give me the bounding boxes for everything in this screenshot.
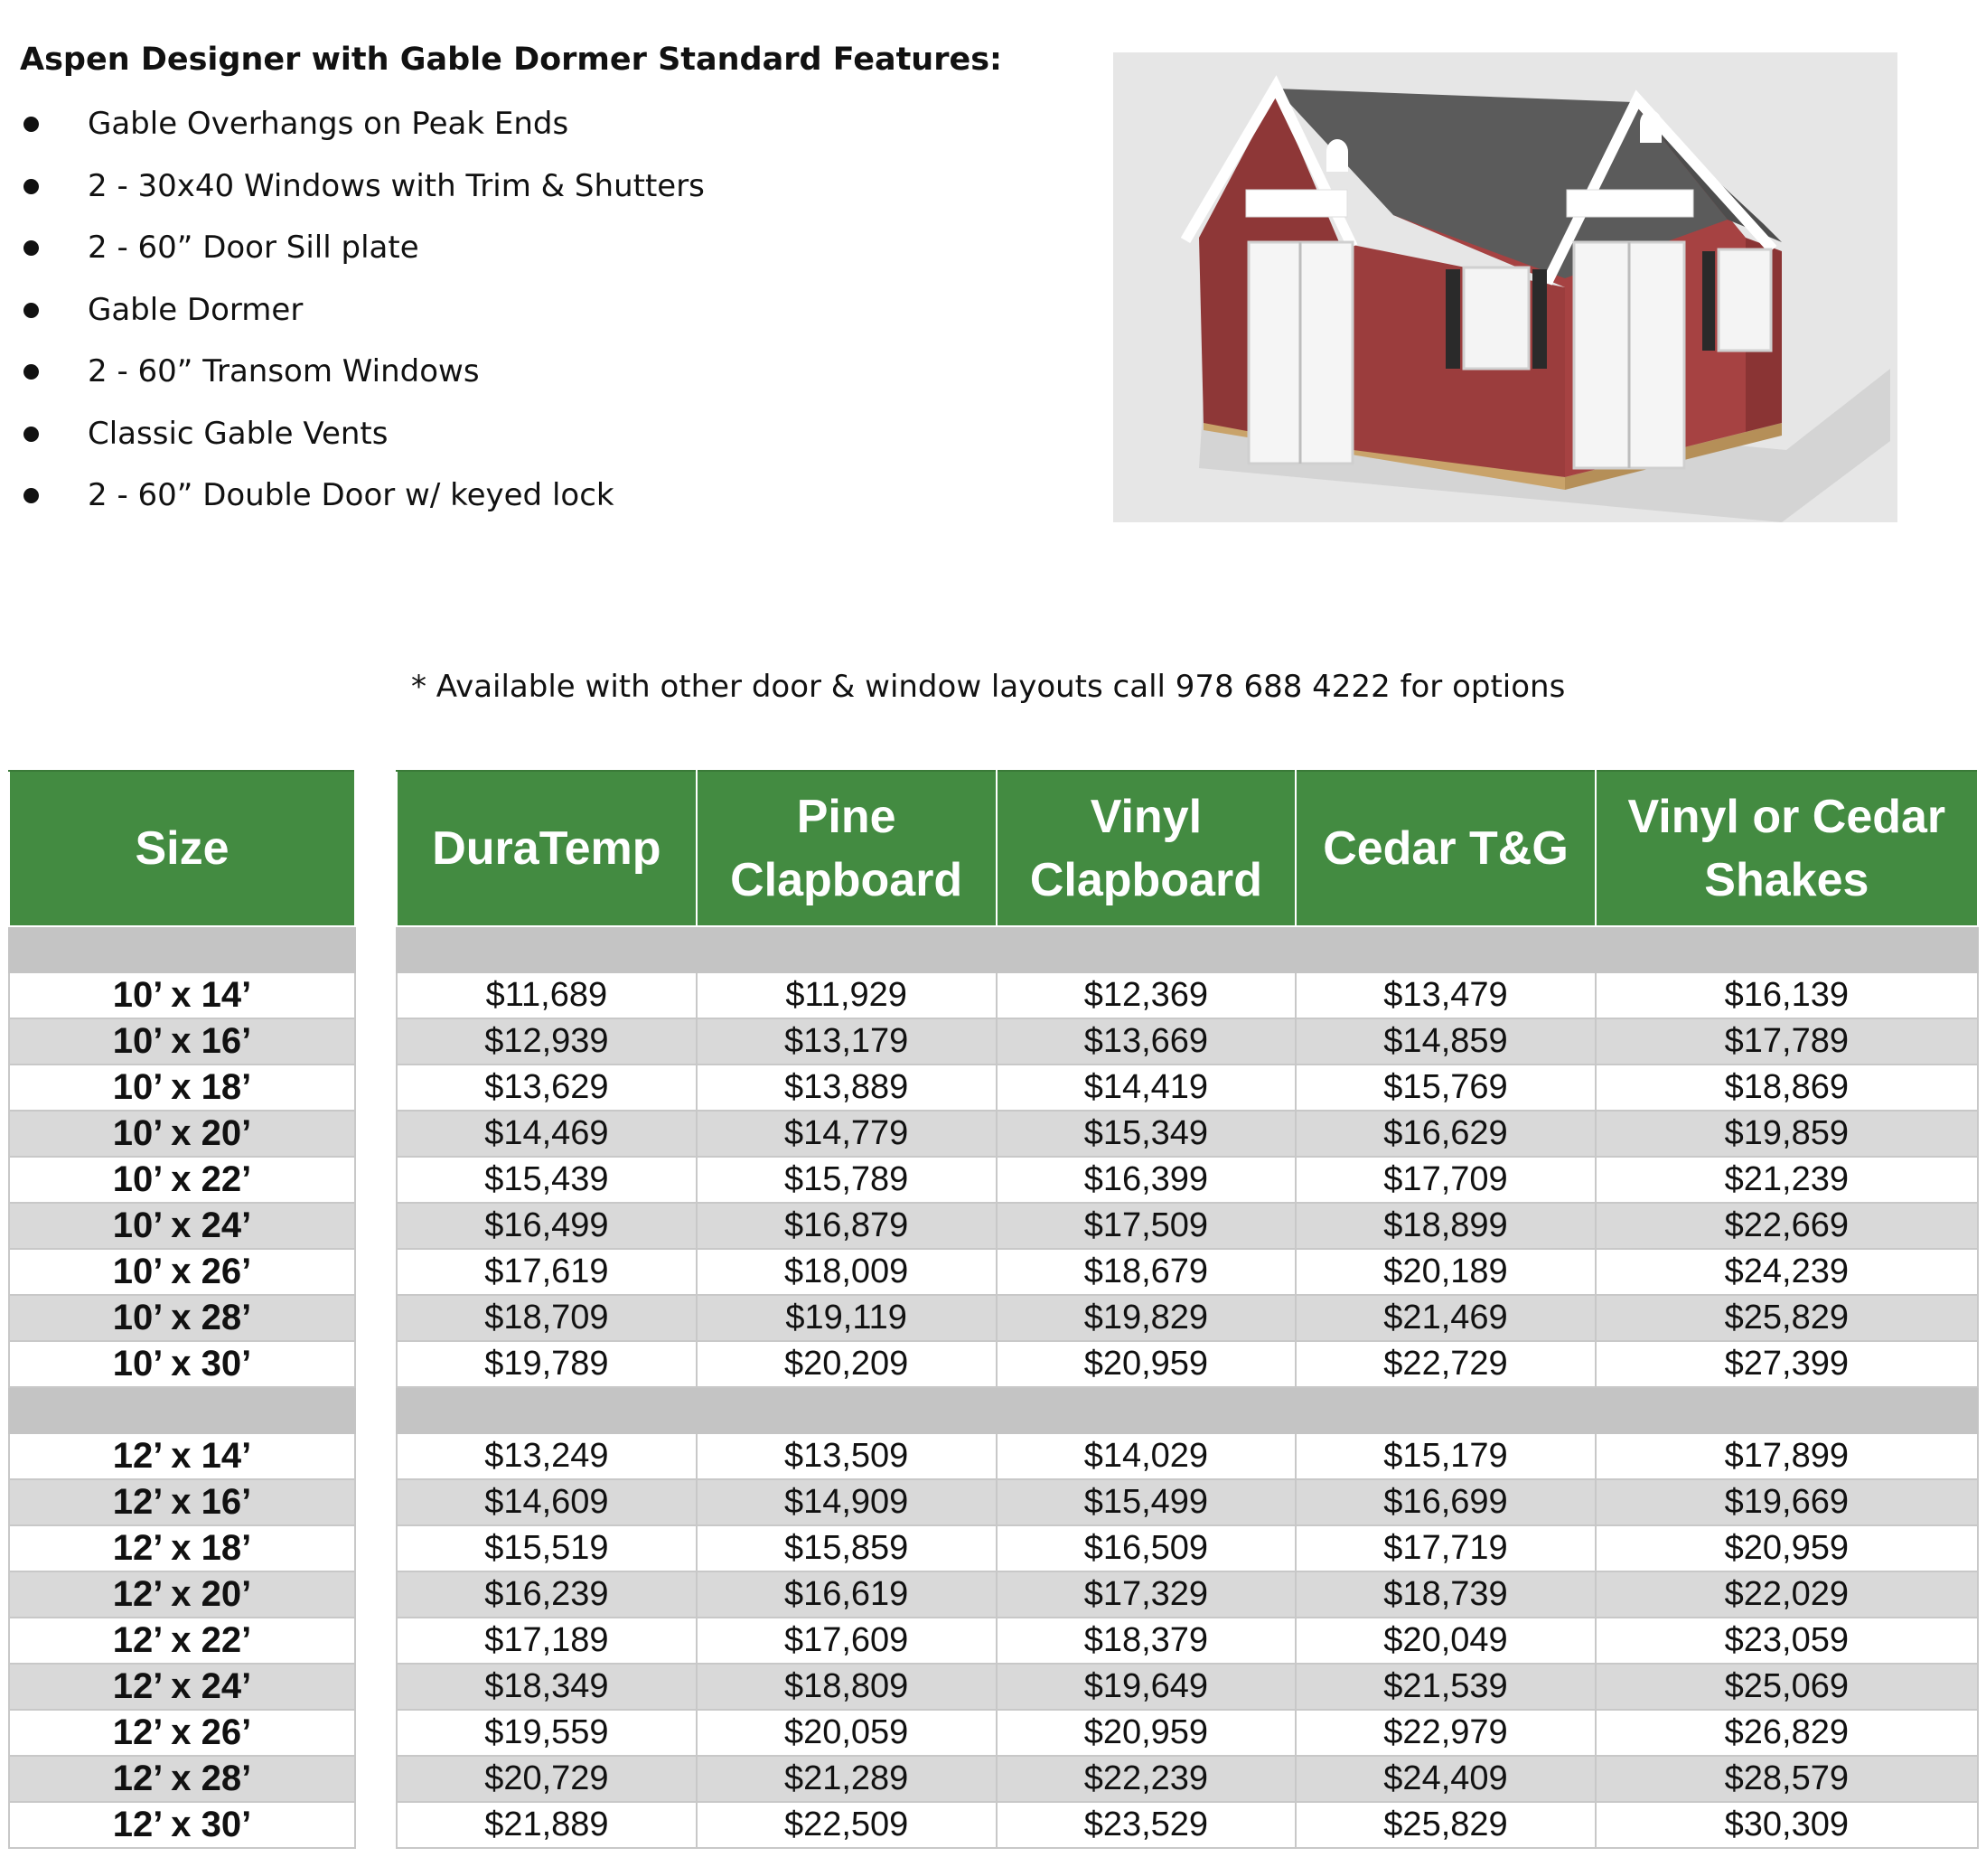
table-row xyxy=(397,1433,1978,1479)
table-row xyxy=(397,1571,1978,1618)
price-cell: $15,769 xyxy=(1296,1065,1595,1111)
price-cell: $15,519 xyxy=(397,1525,697,1571)
price-cell: $15,789 xyxy=(697,1157,997,1203)
table-row xyxy=(9,1018,355,1065)
size-cell: 12’ x 28’ xyxy=(9,1756,355,1802)
price-cell: $20,959 xyxy=(997,1341,1297,1387)
price-cell: $25,069 xyxy=(1596,1664,1978,1710)
price-cell: $19,669 xyxy=(1596,1479,1978,1525)
price-cell: $19,649 xyxy=(997,1664,1297,1710)
price-header: DuraTemp xyxy=(397,771,697,926)
size-cell: 12’ x 16’ xyxy=(9,1479,355,1525)
price-header: Pine Clapboard xyxy=(697,771,997,926)
price-cell: $23,529 xyxy=(997,1802,1297,1848)
price-cell: $15,349 xyxy=(997,1111,1297,1157)
feature-item xyxy=(20,101,705,164)
size-cell: 10’ x 14’ xyxy=(9,972,355,1018)
size-table xyxy=(8,770,356,1849)
table-row xyxy=(397,1479,1978,1525)
table-row xyxy=(9,1571,355,1618)
options-note: * Available with other door & window layouts call 978 688 4222 for options xyxy=(411,669,1566,705)
price-cell: $21,539 xyxy=(1296,1664,1595,1710)
price-cell: $18,009 xyxy=(697,1249,997,1295)
table-row xyxy=(9,1802,355,1848)
price-cell: $19,119 xyxy=(697,1295,997,1341)
table-row xyxy=(9,1295,355,1341)
price-cell: $16,509 xyxy=(997,1525,1297,1571)
price-table xyxy=(396,770,1979,1849)
price-cell: $18,349 xyxy=(397,1664,697,1710)
table-row xyxy=(397,972,1978,1018)
price-cell: $16,699 xyxy=(1296,1479,1595,1525)
price-header: Vinyl or Cedar Shakes xyxy=(1596,771,1978,926)
price-cell: $18,899 xyxy=(1296,1203,1595,1249)
table-row xyxy=(397,1618,1978,1664)
table-row xyxy=(397,1341,1978,1387)
price-cell: $14,609 xyxy=(397,1479,697,1525)
table-row xyxy=(9,1479,355,1525)
price-cell: $11,929 xyxy=(697,972,997,1018)
size-cell: 12’ x 20’ xyxy=(9,1571,355,1618)
price-cell: $20,729 xyxy=(397,1756,697,1802)
price-cell: $22,979 xyxy=(1296,1710,1595,1756)
size-cell: 10’ x 24’ xyxy=(9,1203,355,1249)
feature-item xyxy=(20,349,705,411)
feature-item xyxy=(20,473,705,535)
table-row xyxy=(397,1018,1978,1065)
price-cell: $24,239 xyxy=(1596,1249,1978,1295)
table-row xyxy=(9,1065,355,1111)
feature-text: 2 - 60” Door Sill plate xyxy=(88,230,419,266)
price-cell: $13,889 xyxy=(697,1065,997,1111)
price-cell: $16,619 xyxy=(697,1571,997,1618)
size-cell: 10’ x 16’ xyxy=(9,1018,355,1065)
price-cell: $23,059 xyxy=(1596,1618,1978,1664)
price-cell: $12,939 xyxy=(397,1018,697,1065)
price-cell: $15,179 xyxy=(1296,1433,1595,1479)
size-cell: 12’ x 18’ xyxy=(9,1525,355,1571)
price-cell: $17,719 xyxy=(1296,1525,1595,1571)
price-cell: $22,729 xyxy=(1296,1341,1595,1387)
feature-text: Classic Gable Vents xyxy=(88,415,389,452)
table-row xyxy=(9,1203,355,1249)
table-row xyxy=(9,1756,355,1802)
price-cell: $22,669 xyxy=(1596,1203,1978,1249)
features-list xyxy=(20,101,705,535)
table-row xyxy=(397,1295,1978,1341)
price-cell: $17,619 xyxy=(397,1249,697,1295)
table-row xyxy=(9,1618,355,1664)
price-cell: $20,049 xyxy=(1296,1618,1595,1664)
bullet-icon xyxy=(23,117,39,132)
price-cell: $15,439 xyxy=(397,1157,697,1203)
price-cell: $20,059 xyxy=(697,1710,997,1756)
price-cell: $15,499 xyxy=(997,1479,1297,1525)
table-row xyxy=(9,972,355,1018)
table-row xyxy=(9,1249,355,1295)
table-row xyxy=(9,1710,355,1756)
table-row xyxy=(9,1433,355,1479)
feature-text: 2 - 60” Double Door w/ keyed lock xyxy=(88,477,614,513)
table-row xyxy=(397,1111,1978,1157)
price-cell: $17,789 xyxy=(1596,1018,1978,1065)
table-row xyxy=(397,1756,1978,1802)
price-cell: $19,829 xyxy=(997,1295,1297,1341)
feature-item xyxy=(20,411,705,474)
price-cell: $18,739 xyxy=(1296,1571,1595,1618)
table-row xyxy=(397,1065,1978,1111)
price-cell: $19,859 xyxy=(1596,1111,1978,1157)
size-cell: 12’ x 14’ xyxy=(9,1433,355,1479)
table-row xyxy=(397,1249,1978,1295)
price-cell: $28,579 xyxy=(1596,1756,1978,1802)
price-cell: $13,509 xyxy=(697,1433,997,1479)
table-row xyxy=(397,1203,1978,1249)
shed-image xyxy=(1113,52,1897,522)
feature-item xyxy=(20,225,705,287)
price-cell: $25,829 xyxy=(1596,1295,1978,1341)
price-cell: $11,689 xyxy=(397,972,697,1018)
size-cell: 12’ x 24’ xyxy=(9,1664,355,1710)
price-cell: $14,859 xyxy=(1296,1018,1595,1065)
price-header: Cedar T&G xyxy=(1296,771,1595,926)
price-cell: $20,209 xyxy=(697,1341,997,1387)
size-cell: 10’ x 30’ xyxy=(9,1341,355,1387)
price-cell: $16,499 xyxy=(397,1203,697,1249)
price-cell: $21,469 xyxy=(1296,1295,1595,1341)
price-cell: $17,329 xyxy=(997,1571,1297,1618)
feature-text: Gable Dormer xyxy=(88,291,304,328)
price-cell: $17,189 xyxy=(397,1618,697,1664)
features-title: Aspen Designer with Gable Dormer Standard Features: xyxy=(20,42,1003,78)
price-cell: $13,179 xyxy=(697,1018,997,1065)
price-cell: $17,609 xyxy=(697,1618,997,1664)
price-cell: $19,559 xyxy=(397,1710,697,1756)
price-cell: $21,289 xyxy=(697,1756,997,1802)
group-separator xyxy=(9,926,355,972)
price-cell: $20,959 xyxy=(997,1710,1297,1756)
size-cell: 12’ x 30’ xyxy=(9,1802,355,1848)
price-cell: $20,189 xyxy=(1296,1249,1595,1295)
group-separator xyxy=(9,1387,355,1433)
price-cell: $13,669 xyxy=(997,1018,1297,1065)
price-header: Vinyl Clapboard xyxy=(997,771,1297,926)
price-cell: $30,309 xyxy=(1596,1802,1978,1848)
table-row xyxy=(9,1157,355,1203)
group-separator xyxy=(397,1387,1978,1433)
price-cell: $17,509 xyxy=(997,1203,1297,1249)
size-cell: 10’ x 28’ xyxy=(9,1295,355,1341)
price-cell: $17,899 xyxy=(1596,1433,1978,1479)
table-row xyxy=(397,1157,1978,1203)
feature-item xyxy=(20,287,705,350)
price-cell: $18,869 xyxy=(1596,1065,1978,1111)
price-cell: $16,629 xyxy=(1296,1111,1595,1157)
feature-item xyxy=(20,164,705,226)
price-cell: $17,709 xyxy=(1296,1157,1595,1203)
price-cell: $22,029 xyxy=(1596,1571,1978,1618)
size-cell: 10’ x 20’ xyxy=(9,1111,355,1157)
price-cell: $14,029 xyxy=(997,1433,1297,1479)
price-cell: $13,249 xyxy=(397,1433,697,1479)
price-cell: $14,779 xyxy=(697,1111,997,1157)
price-cell: $13,479 xyxy=(1296,972,1595,1018)
price-cell: $22,509 xyxy=(697,1802,997,1848)
group-separator xyxy=(397,926,1978,972)
bullet-icon xyxy=(23,179,39,194)
price-cell: $12,369 xyxy=(997,972,1297,1018)
bullet-icon xyxy=(23,364,39,380)
table-row xyxy=(9,1664,355,1710)
table-row xyxy=(9,1525,355,1571)
feature-text: 2 - 60” Transom Windows xyxy=(88,353,480,389)
size-cell: 10’ x 18’ xyxy=(9,1065,355,1111)
price-cell: $16,139 xyxy=(1596,972,1978,1018)
table-row xyxy=(397,1525,1978,1571)
price-cell: $16,879 xyxy=(697,1203,997,1249)
price-cell: $16,239 xyxy=(397,1571,697,1618)
price-cell: $22,239 xyxy=(997,1756,1297,1802)
price-cell: $18,679 xyxy=(997,1249,1297,1295)
table-row xyxy=(397,1710,1978,1756)
bullet-icon xyxy=(23,427,39,442)
price-cell: $26,829 xyxy=(1596,1710,1978,1756)
table-row xyxy=(397,1802,1978,1848)
price-cell: $21,239 xyxy=(1596,1157,1978,1203)
price-cell: $15,859 xyxy=(697,1525,997,1571)
price-cell: $14,469 xyxy=(397,1111,697,1157)
size-cell: 12’ x 22’ xyxy=(9,1618,355,1664)
size-cell: 10’ x 26’ xyxy=(9,1249,355,1295)
price-cell: $14,419 xyxy=(997,1065,1297,1111)
price-cell: $20,959 xyxy=(1596,1525,1978,1571)
size-cell: 10’ x 22’ xyxy=(9,1157,355,1203)
size-header: Size xyxy=(9,771,355,926)
size-cell: 12’ x 26’ xyxy=(9,1710,355,1756)
table-row xyxy=(9,1341,355,1387)
price-cell: $18,809 xyxy=(697,1664,997,1710)
feature-text: 2 - 30x40 Windows with Trim & Shutters xyxy=(88,167,705,204)
price-cell: $14,909 xyxy=(697,1479,997,1525)
feature-text: Gable Overhangs on Peak Ends xyxy=(88,106,569,142)
price-cell: $13,629 xyxy=(397,1065,697,1111)
price-cell: $16,399 xyxy=(997,1157,1297,1203)
table-row xyxy=(397,1664,1978,1710)
table-row xyxy=(9,1111,355,1157)
bullet-icon xyxy=(23,303,39,318)
price-cell: $27,399 xyxy=(1596,1341,1978,1387)
price-cell: $19,789 xyxy=(397,1341,697,1387)
price-cell: $18,379 xyxy=(997,1618,1297,1664)
price-cell: $18,709 xyxy=(397,1295,697,1341)
price-cell: $24,409 xyxy=(1296,1756,1595,1802)
price-cell: $25,829 xyxy=(1296,1802,1595,1848)
price-cell: $21,889 xyxy=(397,1802,697,1848)
bullet-icon xyxy=(23,240,39,256)
bullet-icon xyxy=(23,488,39,503)
